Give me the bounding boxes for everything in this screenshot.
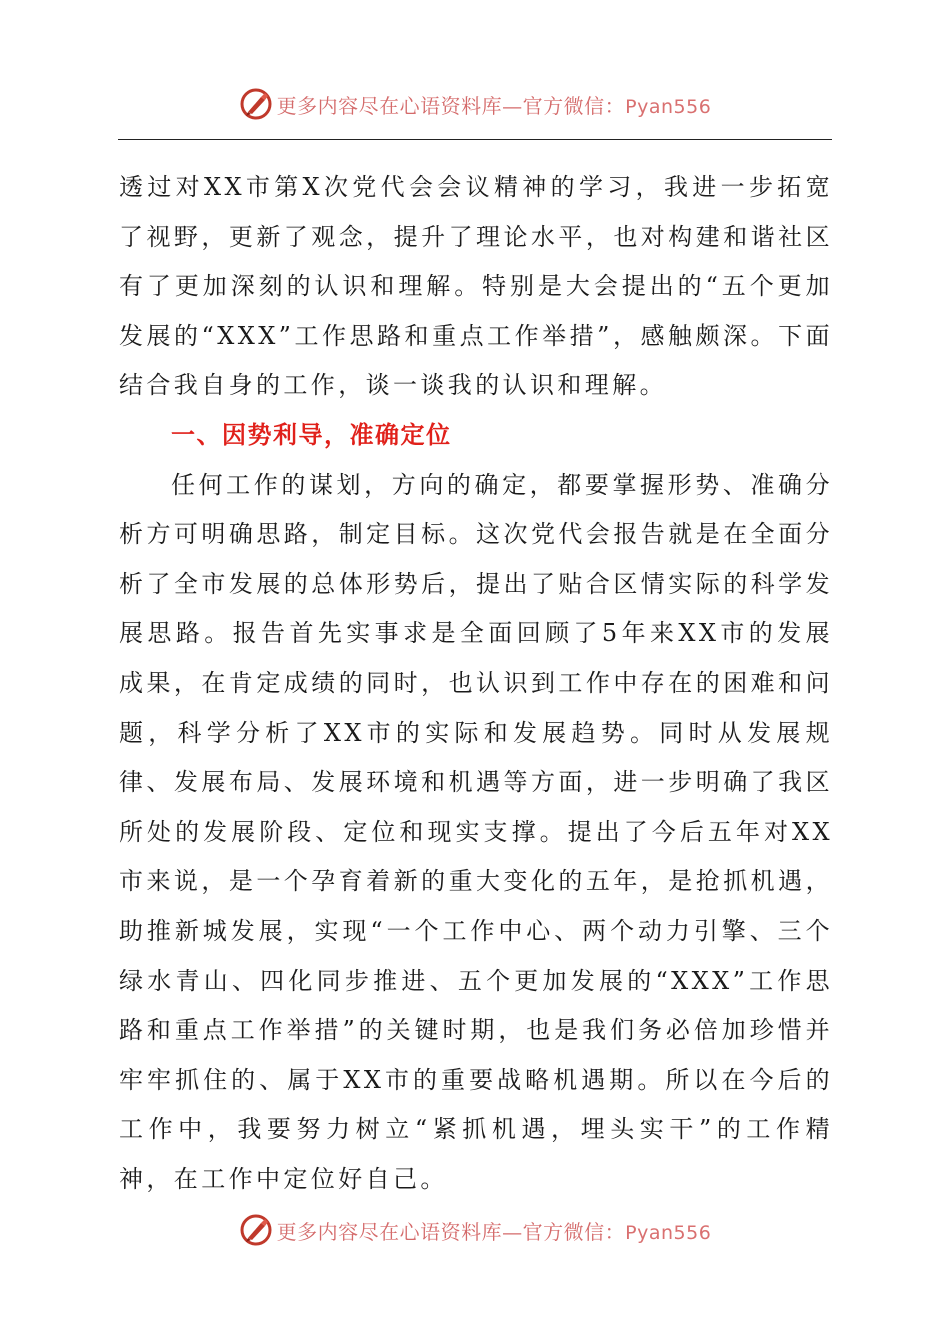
footer-banner-text: 更多内容尽在心语资料库—官方微信：Pyan556 [276, 1219, 712, 1244]
intro-paragraph: 透过对XX市第X次党代会会议精神的学习，我进一步拓宽了视野，更新了观念，提升了理论水平，也对构建和谐社区有了更加深刻的认识和理解。特别是大会提出的“五个更加发展的“XXX”工作思路和重点工作举措”，感触颇深。下面结合我自身的工作，谈一谈我的认识和理解。 [119, 173, 833, 400]
pen-circle-icon [239, 87, 273, 121]
header-divider [118, 139, 832, 140]
document-body [119, 163, 833, 1204]
body-paragraph: 任何工作的谋划，方向的确定，都要掌握形势、准确分析方可明确思路，制定目标。这次党代会报告就是在全面分析了全市发展的总体形势后，提出了贴合区情实际的科学发展思路。报告首先实事求是全面回顾了5年来XX市的发展成果，在肯定成绩的同时，也认识到工作中存在的困难和问题，科学分析了XX市的实际和发展趋势。同时从发展规律、发展布局、发展环境和机遇等方面，进一步明确了我区所处的发展阶段、定位和现实支撑。提出了今后五年对XX市来说，是一个孕育着新的重大变化的五年，是抢抓机遇，助推新城发展，实现“一个工作中心、两个动力引擎、三个绿水青山、四化同步推进、五个更加发展的“XXX”工作思路和重点工作举措”的关键时期，也是我们务必倍加珍惜并牢牢抓住的、属于XX市的重要战略机遇期。所以在今后的工作中，我要努力树立“紧抓机遇，埋头实干”的工作精神，在工作中定位好自己。 [119, 470, 833, 1193]
header-banner-text: 更多内容尽在心语资料库—官方微信：Pyan556 [276, 93, 712, 118]
footer-banner [0, 1210, 950, 1250]
footer-wechat-id: Pyan556 [625, 1221, 712, 1244]
header-banner [0, 84, 950, 124]
section-heading: 一、因势利导，准确定位 [171, 420, 452, 449]
pen-circle-icon [239, 1213, 273, 1247]
header-wechat-id: Pyan556 [625, 95, 712, 118]
